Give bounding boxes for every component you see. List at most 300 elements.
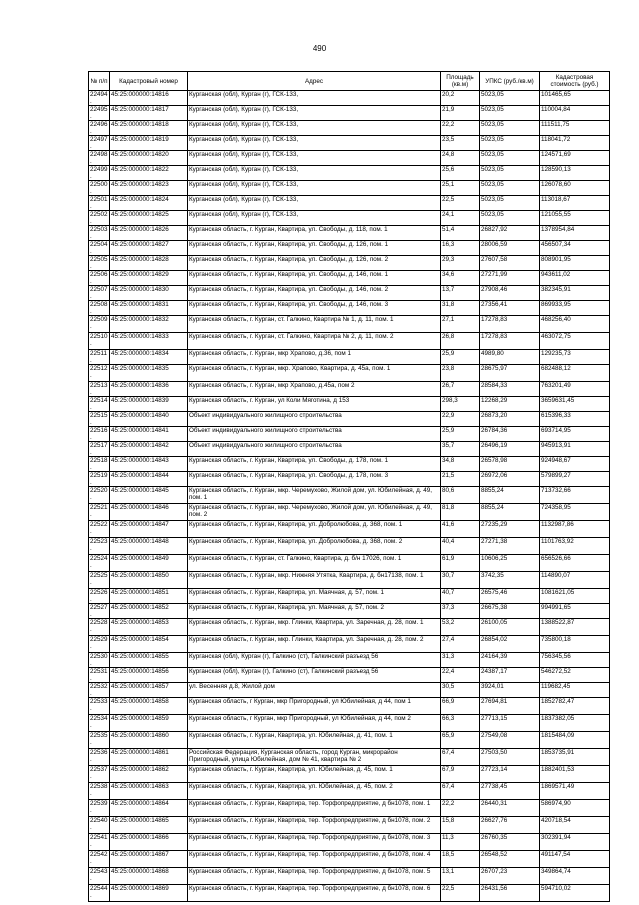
cell-num: 22503. [90, 226, 108, 240]
cell-upks: 27271,99 [480, 271, 540, 286]
cell-area: 34,8 [441, 457, 480, 472]
table-row [89, 783, 610, 800]
cell-cadastral-number: 45:25:000000:14820 [110, 151, 188, 166]
page-number: 490 [312, 44, 327, 53]
cell-upks: 5023,05 [480, 106, 540, 121]
cell-upks: 8855,24 [480, 504, 540, 521]
cell-address: Курганская область, г. Курган, мкр. Храпово, Квартира, д. 45а, пом. 1 [188, 365, 441, 382]
cell-upks: 26440,31 [480, 800, 540, 817]
cell-upks: 28675,97 [480, 365, 540, 382]
cell-cadastral-number: 45:25:000000:14832 [110, 316, 188, 333]
cell-cadastral-number: 45:25:000000:14829 [110, 271, 188, 286]
table-row [89, 121, 610, 136]
cell-upks: 12268,29 [480, 397, 540, 412]
cell-address: Объект индивидуального жилищного строительства [188, 412, 441, 427]
table-row [89, 668, 610, 683]
cell-address: Курганская область, г. Курган, Квартира, ул. Свободы, д. 126, пом. 2 [188, 256, 441, 271]
cell-cadastral-value: 756345,56 [540, 653, 610, 668]
cell-area: 22,5 [441, 196, 480, 211]
cell-area: 298,3 [441, 397, 480, 412]
cell-address: ул. Весенняя д.8, Жилой дом [188, 683, 441, 698]
cell-address: Курганская (обл), Курган (г), ГСК-133, [188, 211, 441, 226]
cell-cadastral-number: 45:25:000000:14864 [110, 800, 188, 817]
cell-cadastral-number: 45:25:000000:14824 [110, 196, 188, 211]
cell-cadastral-number: 45:25:000000:14841 [110, 427, 188, 442]
cell-address: Курганская (обл), Курган (г), ГСК-133, [188, 106, 441, 121]
cell-cadastral-number: 45:25:000000:14842 [110, 442, 188, 457]
cell-cadastral-number: 45:25:000000:14850 [110, 572, 188, 589]
cell-upks: 27356,41 [480, 301, 540, 316]
cell-upks: 3742,35 [480, 572, 540, 589]
cell-cadastral-number: 45:25:000000:14852 [110, 604, 188, 619]
table-row [89, 166, 610, 181]
cell-cadastral-value: 101465,65 [540, 91, 610, 106]
cell-upks: 24164,39 [480, 653, 540, 668]
cell-num: 22537. [89, 766, 110, 783]
cell-upks: 5023,05 [480, 121, 540, 136]
cell-area: 30,5 [441, 683, 480, 698]
table-row [89, 91, 610, 106]
cell-upks: 17278,83 [480, 316, 540, 333]
table-row [89, 181, 610, 196]
cell-area: 22,4 [441, 668, 480, 683]
cell-area: 67,4 [441, 749, 480, 766]
cell-num: 22536. [89, 749, 110, 766]
cell-area: 34,6 [441, 271, 480, 286]
cell-upks: 26575,46 [480, 589, 540, 604]
cell-address: Курганская область, г. Курган, мкр. Нижняя Утятка, Квартира, д. бн17138, пом. 1 [188, 572, 441, 589]
cell-num: 22527. [90, 604, 108, 618]
cell-cadastral-number: 45:25:000000:14849 [110, 555, 188, 572]
cell-upks: 26827,92 [480, 226, 540, 241]
cell-num: 22543. [89, 868, 110, 885]
table-row [89, 851, 610, 868]
cell-address: Курганская область, г. Курган, ст. Галкино, Квартира, д. б/н 17026, пом. 1 [188, 555, 441, 572]
cell-cadastral-number: 45:25:000000:14863 [110, 783, 188, 800]
cell-cadastral-value: 119682,45 [540, 683, 610, 698]
cell-address: Курганская область, г Курган, мкр Пригородный, ул Юбилейная, д 44, пом 1 [188, 698, 441, 715]
table-row [89, 106, 610, 121]
cell-address: Курганская (обл), Курган (г), ГСК-133, [188, 136, 441, 151]
cell-area: 23,5 [441, 136, 480, 151]
cell-address: Курганская область, г. Курган, Квартира, ул. Свободы, д. 178, пом. 1 [188, 457, 441, 472]
cell-upks: 26548,52 [480, 851, 540, 868]
cell-area: 27,1 [441, 316, 480, 333]
cell-cadastral-number: 45:25:000000:14858 [110, 698, 188, 715]
table-row [89, 412, 610, 427]
cell-cadastral-value: 463072,75 [540, 333, 610, 350]
cell-cadastral-value: 110004,84 [540, 106, 610, 121]
cell-address: Курганская область, г. Курган, Квартира, ул. Добролюбова, д. 368, пом. 1 [188, 521, 441, 538]
cell-upks: 5023,05 [480, 136, 540, 151]
table-row [89, 817, 610, 834]
cell-area: 26,7 [441, 382, 480, 397]
cell-cadastral-number: 45:25:000000:14869 [110, 885, 188, 902]
cell-address: Курганская (обл), Курган (г), ГСК-133, [188, 151, 441, 166]
cell-cadastral-value: 943611,02 [540, 271, 610, 286]
cell-area: 20,2 [441, 91, 480, 106]
cell-num: 22521. [89, 504, 110, 521]
cell-cadastral-value: 945913,91 [540, 442, 610, 457]
cell-address: Курганская область, г. Курган, мкр. Глинки, Квартира, ул. Заречная, д. 28, пом. 2 [188, 636, 441, 653]
cell-num: 22496. [90, 121, 108, 135]
cell-address: Курганская область, г Курган, мкр Пригородный, ул Юбилейная, д 44, пом 2 [188, 715, 441, 732]
cell-num: 22497. [90, 136, 108, 150]
cell-cadastral-value: 546272,52 [540, 668, 610, 683]
cell-upks: 27235,29 [480, 521, 540, 538]
cell-num: 22511. [89, 350, 110, 365]
cell-num: 22515. [90, 412, 108, 426]
table-row [89, 834, 610, 851]
cell-cadastral-value: 682488,12 [540, 365, 610, 382]
cell-cadastral-value: 869933,95 [540, 301, 610, 316]
cell-num: 22531. [90, 668, 108, 682]
cell-upks: 3924,01 [480, 683, 540, 698]
cell-cadastral-number: 45:25:000000:14823 [110, 181, 188, 196]
cell-upks: 5023,05 [480, 181, 540, 196]
cell-cadastral-value: 735800,18 [540, 636, 610, 653]
cell-address: Курганская (обл), Курган (г), ГСК-133, [188, 166, 441, 181]
cell-area: 37,3 [441, 604, 480, 619]
cell-num: 22512. [89, 365, 110, 382]
cell-cadastral-number: 45:25:000000:14846 [110, 504, 188, 521]
cell-cadastral-value: 302391,94 [540, 834, 610, 851]
cell-upks: 27607,58 [480, 256, 540, 271]
cell-cadastral-number: 45:25:000000:14848 [110, 538, 188, 555]
cell-area: 80,6 [441, 487, 480, 504]
cell-area: 13,7 [441, 286, 480, 301]
cell-cadastral-number: 45:25:000000:14868 [110, 868, 188, 885]
cell-cadastral-value: 1081621,05 [540, 589, 610, 604]
table-row [89, 653, 610, 668]
table-row [89, 800, 610, 817]
table-row [89, 350, 610, 365]
cell-cadastral-value: 615396,33 [540, 412, 610, 427]
cell-num: 22523. [89, 538, 110, 555]
table-row [89, 555, 610, 572]
cell-address: Курганская область, г. Курган, Квартира, ул. Юбилейная, д. 41, пом. 1 [188, 732, 441, 749]
cell-cadastral-number: 45:25:000000:14817 [110, 106, 188, 121]
cell-address: Курганская область, г. Курган, мкр. Черемухово, Жилой дом, ул. Юбилейная, д. 49, пом. 1 [188, 487, 441, 504]
cell-area: 65,9 [441, 732, 480, 749]
cell-cadastral-value: 1815484,09 [540, 732, 610, 749]
cell-upks: 26760,35 [480, 834, 540, 851]
table-row [89, 636, 610, 653]
cell-cadastral-number: 45:25:000000:14839 [110, 397, 188, 412]
cell-cadastral-value: 382345,91 [540, 286, 610, 301]
cell-upks: 26431,56 [480, 885, 540, 902]
cell-num: 22538. [89, 783, 110, 800]
cell-cadastral-number: 45:25:000000:14847 [110, 521, 188, 538]
cell-upks: 5023,05 [480, 196, 540, 211]
cell-cadastral-value: 656526,66 [540, 555, 610, 572]
cell-cadastral-number: 45:25:000000:14859 [110, 715, 188, 732]
cell-upks: 26578,98 [480, 457, 540, 472]
cell-cadastral-number: 45:25:000000:14831 [110, 301, 188, 316]
table-body [89, 91, 610, 902]
table-row [89, 487, 610, 504]
cell-address: Курганская (обл), Курган (г), ГСК-133, [188, 91, 441, 106]
cell-upks: 26675,38 [480, 604, 540, 619]
cell-address: Курганская область, г. Курган, Квартира, тер. Торфопредприятие, д бн1078, пом. 2 [188, 817, 441, 834]
cell-address: Курганская область, г. Курган, Квартира, ул. Добролюбова, д. 368, пом. 2 [188, 538, 441, 555]
table-row [89, 715, 610, 732]
cell-address: Курганская (обл), Курган (г), ГСК-133, [188, 181, 441, 196]
cell-cadastral-number: 45:25:000000:14851 [110, 589, 188, 604]
cell-cadastral-number: 45:25:000000:14844 [110, 472, 188, 487]
cell-cadastral-number: 45:25:000000:14865 [110, 817, 188, 834]
cell-area: 66,3 [441, 715, 480, 732]
cell-cadastral-number: 45:25:000000:14860 [110, 732, 188, 749]
cell-cadastral-value: 491147,54 [540, 851, 610, 868]
cell-area: 53,2 [441, 619, 480, 636]
table-row [89, 698, 610, 715]
cell-cadastral-number: 45:25:000000:14833 [110, 333, 188, 350]
cell-cadastral-value: 1869571,49 [540, 783, 610, 800]
cell-upks: 8855,24 [480, 487, 540, 504]
cell-area: 16,3 [441, 241, 480, 256]
cell-address: Курганская область, г. Курган, ул Коли Мяготина, д 153 [188, 397, 441, 412]
cell-address: Курганская область, г. Курган, Квартира, тер. Торфопредприятие, д бн1078, пом. 5 [188, 868, 441, 885]
table-row [89, 316, 610, 333]
table-row [89, 604, 610, 619]
cell-upks: 28006,59 [480, 241, 540, 256]
cell-address: Курганская область, г. Курган, Квартира, тер. Торфопредприятие, д бн1078, пом. 3 [188, 834, 441, 851]
cell-cadastral-value: 456507,34 [540, 241, 610, 256]
cell-num: 22533. [89, 698, 110, 715]
cell-cadastral-value: 1852782,47 [540, 698, 610, 715]
cell-num: 22507. [90, 286, 108, 300]
cell-address: Курганская область, г. Курган, Квартира, тер. Торфопредприятие, д бн1078, пом. 6 [188, 885, 441, 902]
table-row [89, 504, 610, 521]
cell-area: 26,8 [441, 333, 480, 350]
cell-num: 22495. [90, 106, 108, 120]
cell-upks: 4989,80 [480, 350, 540, 365]
cell-upks: 27723,14 [480, 766, 540, 783]
cell-num: 22498. [90, 151, 108, 165]
cell-address: Курганская область, г. Курган, Квартира, ул. Свободы, д. 146, пом. 1 [188, 271, 441, 286]
cell-cadastral-value: 1882401,53 [540, 766, 610, 783]
cell-num: 22518. [90, 457, 108, 471]
cell-address: Курганская область, г. Курган, Квартира, ул. Маячная, д. 57, пом. 1 [188, 589, 441, 604]
cell-cadastral-number: 45:25:000000:14826 [110, 226, 188, 241]
cell-num: 22517. [90, 442, 108, 456]
table-row [89, 749, 610, 766]
cell-cadastral-number: 45:25:000000:14822 [110, 166, 188, 181]
cell-cadastral-value: 1388522,87 [540, 619, 610, 636]
cell-upks: 27503,50 [480, 749, 540, 766]
cell-num: 22502. [90, 211, 108, 225]
cell-upks: 5023,05 [480, 91, 540, 106]
cell-num: 22510. [89, 333, 110, 350]
cell-cadastral-number: 45:25:000000:14867 [110, 851, 188, 868]
cell-area: 67,4 [441, 783, 480, 800]
cell-num: 22539. [89, 800, 110, 817]
table-row [89, 457, 610, 472]
cell-area: 24,1 [441, 211, 480, 226]
header-area: Площадь (кв.м) [441, 72, 480, 91]
cell-cadastral-number: 45:25:000000:14818 [110, 121, 188, 136]
cell-address: Курганская область, г. Курган, Квартира, ул. Маячная, д. 57, пом. 2 [188, 604, 441, 619]
cell-upks: 5023,05 [480, 166, 540, 181]
cell-address: Курганская область, г. Курган, Квартира, ул. Свободы, д. 118, пом. 1 [188, 226, 441, 241]
table-row [89, 619, 610, 636]
table-row [89, 732, 610, 749]
table-row [89, 241, 610, 256]
cell-upks: 28584,33 [480, 382, 540, 397]
cell-cadastral-value: 724358,95 [540, 504, 610, 521]
cell-num: 22528. [89, 619, 110, 636]
table-row [89, 442, 610, 457]
cell-upks: 27908,46 [480, 286, 540, 301]
cell-address: Курганская область, г. Курган, Квартира, ул. Свободы, д. 146, пом. 2 [188, 286, 441, 301]
cell-num: 22504. [90, 241, 108, 255]
cell-num: 22516. [90, 427, 108, 441]
cell-upks: 26972,06 [480, 472, 540, 487]
cell-address: Объект индивидуального жилищного строительства [188, 442, 441, 457]
cell-cadastral-number: 45:25:000000:14828 [110, 256, 188, 271]
cell-cadastral-value: 111511,75 [540, 121, 610, 136]
cell-num: 22506. [90, 271, 108, 285]
cell-cadastral-value: 586974,90 [540, 800, 610, 817]
table-row [89, 766, 610, 783]
cell-address: Курганская область, г. Курган, мкр. Глинки, Квартира, ул. Заречная, д. 28, пом. 1 [188, 619, 441, 636]
cell-area: 22,5 [441, 885, 480, 902]
cell-area: 21,5 [441, 472, 480, 487]
cell-num: 22513. [90, 382, 108, 396]
cell-address: Курганская область, г. Курган, мкр Храпово, д.45а, пом 2 [188, 382, 441, 397]
cell-upks: 17278,83 [480, 333, 540, 350]
cell-area: 13,1 [441, 868, 480, 885]
cell-area: 15,8 [441, 817, 480, 834]
cell-address: Российская Федерация, Курганская область, город Курган, микрорайон Пригородный, улица Юбилейная, дом № 41, квартира № 2 [188, 749, 441, 766]
cell-cadastral-number: 45:25:000000:14830 [110, 286, 188, 301]
cell-cadastral-value: 713732,66 [540, 487, 610, 504]
cell-upks: 27713,15 [480, 715, 540, 732]
cell-address: Курганская область, г. Курган, ст. Галкино, Квартира № 2, д. 11, пом. 2 [188, 333, 441, 350]
cell-cadastral-value: 468256,40 [540, 316, 610, 333]
cell-cadastral-value: 763201,49 [540, 382, 610, 397]
cell-area: 23,8 [441, 365, 480, 382]
cell-cadastral-value: 349864,74 [540, 868, 610, 885]
cell-cadastral-number: 45:25:000000:14835 [110, 365, 188, 382]
cell-num: 22532. [90, 683, 108, 697]
cell-cadastral-value: 121055,55 [540, 211, 610, 226]
cell-cadastral-number: 45:25:000000:14819 [110, 136, 188, 151]
cell-cadastral-value: 420718,54 [540, 817, 610, 834]
cell-area: 66,9 [441, 698, 480, 715]
cell-num: 22508. [90, 301, 108, 315]
cell-upks: 5023,05 [480, 151, 540, 166]
cell-cadastral-value: 128590,13 [540, 166, 610, 181]
cell-address: Курганская (обл), Курган (г), Галкино (ст), Галкинский разъезд 56 [188, 668, 441, 683]
cell-area: 31,3 [441, 653, 480, 668]
cell-upks: 26496,19 [480, 442, 540, 457]
cell-num: 22525. [89, 572, 110, 589]
table-row [89, 301, 610, 316]
cell-num: 22530. [90, 653, 108, 667]
cell-cadastral-number: 45:25:000000:14836 [110, 382, 188, 397]
cell-area: 40,7 [441, 589, 480, 604]
cell-cadastral-number: 45:25:000000:14857 [110, 683, 188, 698]
cell-cadastral-number: 45:25:000000:14816 [110, 91, 188, 106]
cell-area: 41,6 [441, 521, 480, 538]
header-upks: УПКС (руб./кв.м) [480, 72, 540, 91]
cell-upks: 27738,45 [480, 783, 540, 800]
header-cadastral-value: Кадастровая стоимость (руб.) [540, 72, 610, 91]
header-num: № п/п [89, 72, 110, 91]
table-row [89, 397, 610, 412]
cell-cadastral-value: 1132987,86 [540, 521, 610, 538]
cell-num: 22534. [89, 715, 110, 732]
cell-cadastral-value: 808901,95 [540, 256, 610, 271]
cell-num: 22522. [89, 521, 110, 538]
cell-area: 25,9 [441, 350, 480, 365]
cell-area: 22,2 [441, 121, 480, 136]
cell-upks: 5023,05 [480, 211, 540, 226]
cell-cadastral-value: 129235,73 [540, 350, 610, 365]
cell-cadastral-value: 994991,65 [540, 604, 610, 619]
cell-cadastral-value: 113018,67 [540, 196, 610, 211]
cell-area: 22,9 [441, 412, 480, 427]
cell-cadastral-value: 118041,72 [540, 136, 610, 151]
cell-address: Курганская область, г. Курган, Квартира, ул. Юбилейная, д. 45, пом. 2 [188, 783, 441, 800]
cadastral-value-table [88, 71, 610, 902]
cell-num: 22520. [89, 487, 110, 504]
cell-address: Курганская (обл), Курган (г), Галкино (ст), Галкинский разъезд 56 [188, 653, 441, 668]
cell-address: Курганская область, г. Курган, Квартира, ул. Свободы, д. 178, пом. 3 [188, 472, 441, 487]
cell-area: 25,1 [441, 181, 480, 196]
cell-address: Курганская область, г. Курган, Квартира, ул. Свободы, д. 126, пом. 1 [188, 241, 441, 256]
cell-area: 67,9 [441, 766, 480, 783]
cell-area: 35,7 [441, 442, 480, 457]
table-row [89, 136, 610, 151]
cell-cadastral-number: 45:25:000000:14855 [110, 653, 188, 668]
cell-num: 22542. [89, 851, 110, 868]
cell-cadastral-number: 45:25:000000:14862 [110, 766, 188, 783]
table-row [89, 151, 610, 166]
table-row [89, 472, 610, 487]
cell-num: 22514. [90, 397, 108, 411]
cell-area: 81,8 [441, 504, 480, 521]
cell-address: Курганская область, г. Курган, Квартира, ул. Свободы, д. 146, пом. 3 [188, 301, 441, 316]
cell-num: 22540. [89, 817, 110, 834]
cell-cadastral-value: 126078,60 [540, 181, 610, 196]
header-cadastral-number: Кадастровый номер [110, 72, 188, 91]
table-row [89, 226, 610, 241]
cell-upks: 27694,81 [480, 698, 540, 715]
cell-num: 22519. [90, 472, 108, 486]
cell-address: Курганская (обл), Курган (г), ГСК-133, [188, 121, 441, 136]
cell-upks: 24387,17 [480, 668, 540, 683]
cell-cadastral-value: 1378954,84 [540, 226, 610, 241]
cell-upks: 26627,76 [480, 817, 540, 834]
table-row [89, 589, 610, 604]
cell-address: Курганская область, г. Курган, мкр. Черемухово, Жилой дом, ул. Юбилейная, д. 49, пом. 2 [188, 504, 441, 521]
cell-upks: 26854,02 [480, 636, 540, 653]
cell-cadastral-number: 45:25:000000:14856 [110, 668, 188, 683]
table-row [89, 333, 610, 350]
cell-cadastral-value: 693714,95 [540, 427, 610, 442]
cell-cadastral-value: 1853735,91 [540, 749, 610, 766]
cell-num: 22505. [90, 256, 108, 270]
cell-cadastral-number: 45:25:000000:14853 [110, 619, 188, 636]
cell-cadastral-number: 45:25:000000:14827 [110, 241, 188, 256]
cell-cadastral-number: 45:25:000000:14861 [110, 749, 188, 766]
cell-area: 22,2 [441, 800, 480, 817]
table-row [89, 885, 610, 902]
cell-area: 25,6 [441, 166, 480, 181]
